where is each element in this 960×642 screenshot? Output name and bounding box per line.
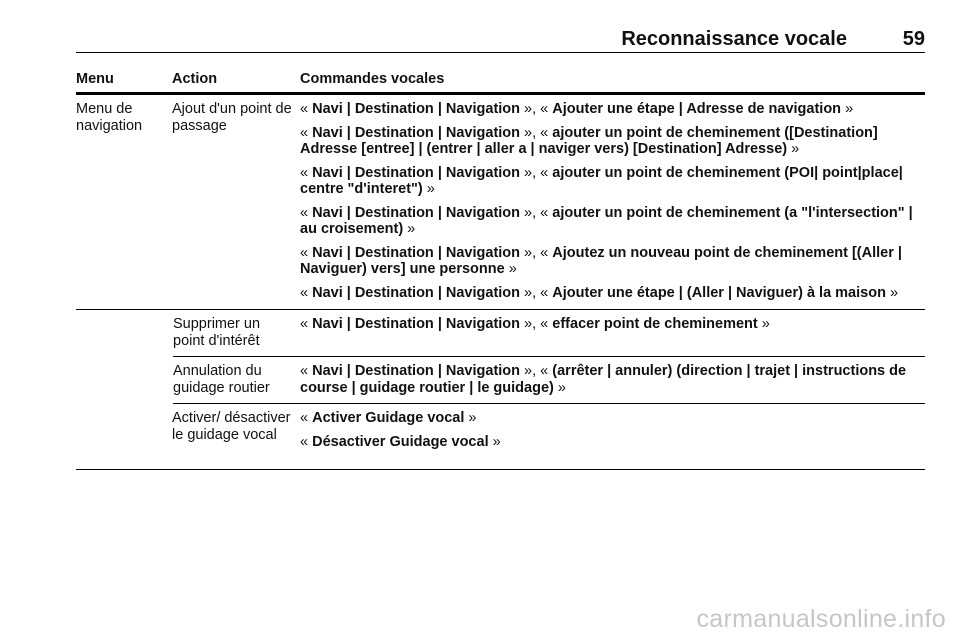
action-cell: Activer/ désactiver le guidage vocal	[172, 410, 291, 443]
table-header-row	[76, 70, 925, 95]
command-line: « Navi | Destination | Navigation », « Ajouter une étape | (Aller | Naviguer) à la maison »	[300, 284, 899, 301]
command-line: « Navi | Destination | Navigation », « ajouter un point de cheminement (a "l'intersection" | au croisement) »	[300, 204, 913, 237]
command-line: « Navi | Destination | Navigation », « Ajouter une étape | Adresse de navigation »	[300, 101, 854, 117]
table-row	[173, 310, 925, 357]
action-cell: Supprimer un point d'intérêt	[173, 316, 261, 349]
page-header	[76, 26, 925, 53]
menu-cell: Menu de navigation	[76, 101, 143, 134]
commands-cell	[300, 101, 924, 308]
commands-cell	[300, 363, 924, 403]
command-line: « Navi | Destination | Navigation », « ajouter un point de cheminement ([Destination] Adresse [entree] | (entrer | aller a | naviger vers) [Destination] Adresse) »	[300, 124, 878, 157]
command-line: « Activer Guidage vocal »	[300, 410, 477, 426]
column-header-commands: Commandes vocales	[300, 71, 445, 87]
page-number: 59	[902, 28, 925, 50]
commands-cell	[300, 410, 924, 457]
command-line: « Navi | Destination | Navigation », « ajouter un point de cheminement (POI| point|place| centre "d'interet") »	[300, 164, 903, 197]
table-row	[76, 404, 925, 470]
command-line: « Navi | Destination | Navigation », « effacer point de cheminement »	[300, 316, 770, 332]
table-row	[173, 357, 925, 404]
command-line: « Désactiver Guidage vocal »	[300, 433, 501, 450]
table-row	[76, 95, 925, 310]
page-title: Reconnaissance vocale	[621, 28, 847, 50]
command-line: « Navi | Destination | Navigation », « Ajoutez un nouveau point de cheminement [(Aller | Naviguer) vers] une personne »	[300, 244, 902, 277]
command-line: « Navi | Destination | Navigation », « (arrêter | annuler) (direction | trajet | instructions de course | guidage routier | le guidage) »	[300, 363, 907, 396]
column-header-action: Action	[172, 71, 218, 87]
action-cell: Annulation du guidage routier	[173, 363, 270, 396]
action-cell: Ajout d'un point de passage	[172, 101, 292, 134]
commands-cell	[300, 316, 924, 340]
watermark-logo: carmanualsonline.info	[696, 605, 946, 633]
column-header-menu: Menu	[76, 71, 114, 87]
